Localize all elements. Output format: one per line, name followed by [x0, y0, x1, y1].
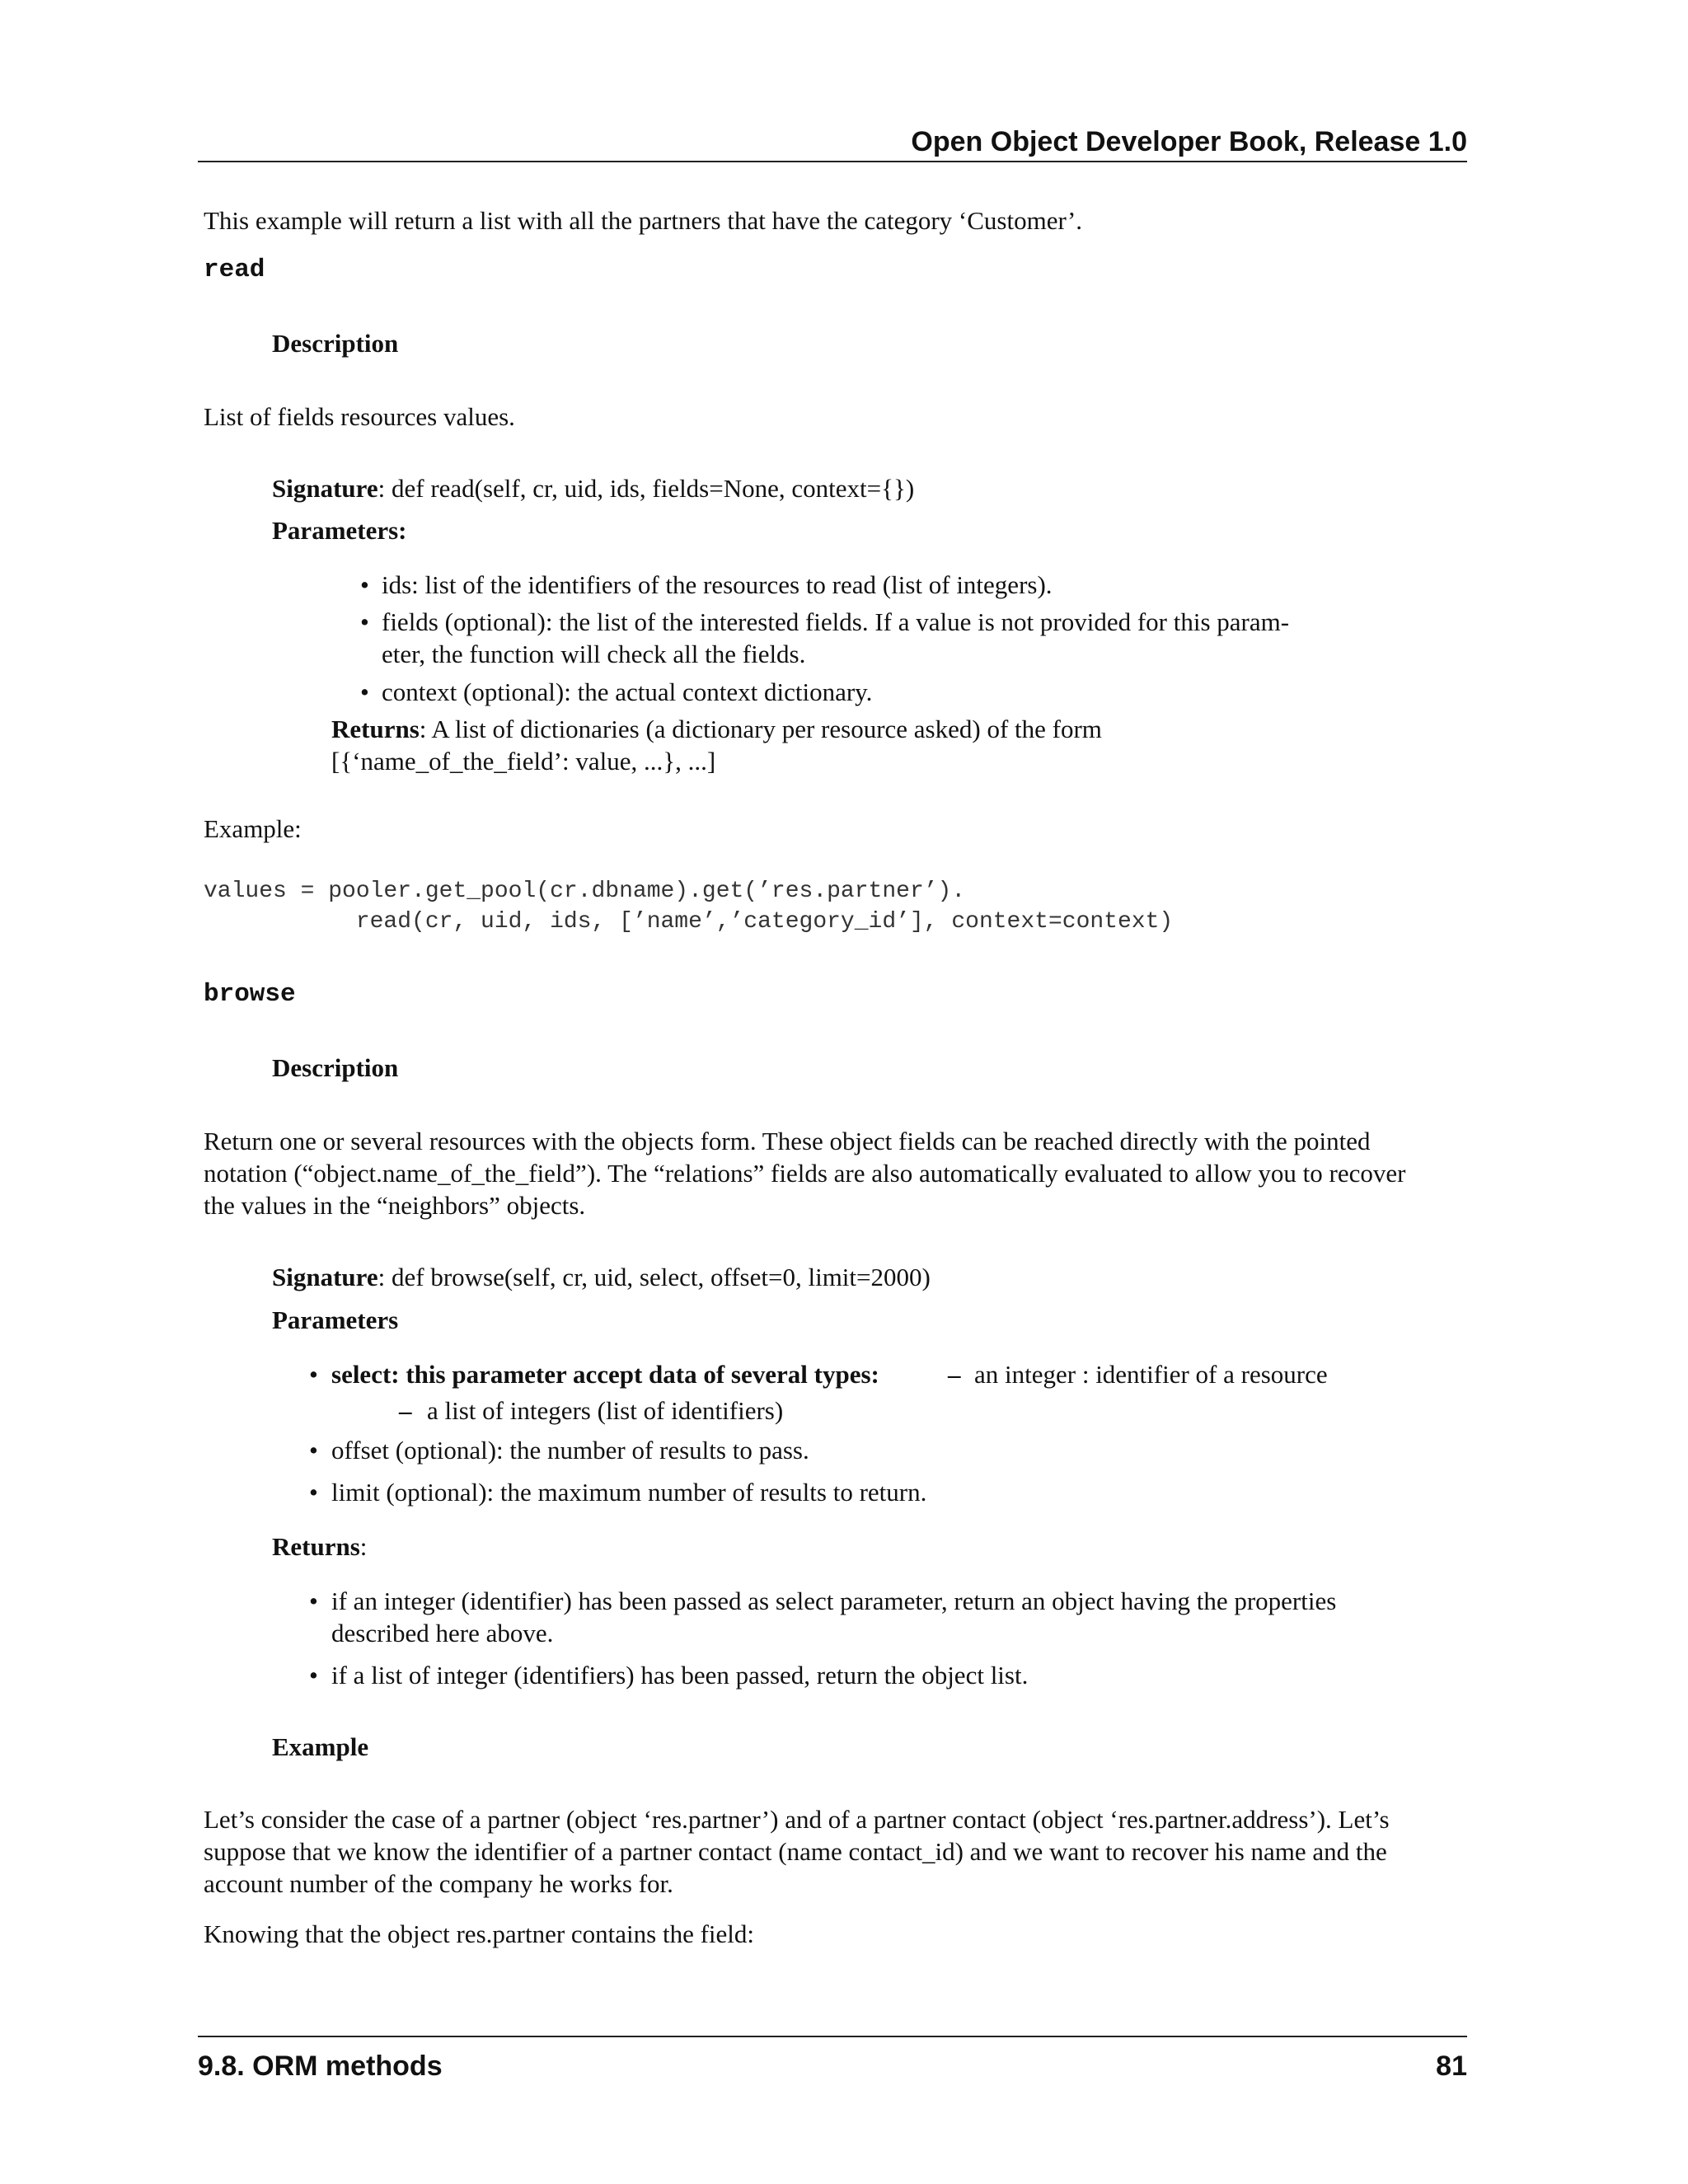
- browse-signature: [272, 1261, 931, 1294]
- bullet-icon: •: [309, 1586, 318, 1615]
- read-description: List of fields resources values.: [204, 402, 515, 431]
- browse-returns-item-1-cont: described here above.: [331, 1619, 554, 1647]
- dash-icon: –: [399, 1396, 412, 1425]
- read-returns-cont: [{‘name_of_the_field’: value, ...}, ...]: [331, 747, 716, 776]
- read-signature: [272, 472, 914, 505]
- bullet-icon: •: [360, 570, 369, 599]
- method-name-read: read: [204, 255, 265, 284]
- read-param-context: context (optional): the actual context dictionary.: [382, 677, 873, 706]
- browse-example-line-1: Let’s consider the case of a partner (object ‘res.partner’) and of a partner contact (object ‘res.partner.address’). Let’s: [204, 1805, 1390, 1834]
- browse-param-select: select: this parameter accept data of several types:: [331, 1360, 879, 1389]
- browse-returns-item-1: if an integer (identifier) has been passed as select parameter, return an object having the properties: [331, 1586, 1337, 1615]
- signature-text: : def browse(self, cr, uid, select, offset=0, limit=2000): [377, 1263, 931, 1291]
- read-code-line-1: values = pooler.get_pool(cr.dbname).get(’res.partner’).: [204, 879, 966, 904]
- bullet-icon: •: [309, 1360, 318, 1389]
- read-parameters-heading: Parameters:: [272, 516, 407, 545]
- browse-param-limit: limit (optional): the maximum number of results to return.: [331, 1478, 927, 1507]
- browse-returns-item-2: if a list of integer (identifiers) has been passed, return the object list.: [331, 1661, 1029, 1690]
- read-param-fields-cont: eter, the function will check all the fields.: [382, 640, 806, 668]
- bullet-icon: •: [309, 1436, 318, 1465]
- bullet-icon: •: [360, 607, 369, 636]
- returns-text: : A list of dictionaries (a dictionary per resource asked) of the form: [419, 715, 1102, 743]
- footer-section: 9.8. ORM methods: [198, 2050, 443, 2082]
- browse-description-line-1: Return one or several resources with the objects form. These object fields can be reached directly with the pointed: [204, 1127, 1371, 1155]
- browse-select-option-2: a list of integers (list of identifiers): [427, 1396, 784, 1425]
- browse-select-option-1: an integer : identifier of a resource: [974, 1360, 1328, 1389]
- signature-text: : def read(self, cr, uid, ids, fields=None, context={}): [377, 474, 915, 503]
- browse-description-line-2: notation (“object.name_of_the_field”). The “relations” fields are also automatically evaluated to allow you to recover: [204, 1159, 1406, 1188]
- browse-example-line-2: suppose that we know the identifier of a partner contact (name contact_id) and we want to recover his name and the: [204, 1837, 1387, 1866]
- bullet-icon: •: [360, 677, 369, 706]
- returns-colon: :: [359, 1532, 368, 1561]
- header-rule: [198, 161, 1467, 162]
- browse-description-line-3: the values in the “neighbors” objects.: [204, 1191, 586, 1220]
- signature-label: Signature: [272, 1263, 378, 1291]
- returns-label: Returns: [272, 1532, 360, 1561]
- browse-example-heading: Example: [272, 1732, 369, 1761]
- read-example-label: Example:: [204, 814, 302, 843]
- dash-icon: –: [948, 1360, 961, 1389]
- read-param-ids: ids: list of the identifiers of the resources to read (list of integers).: [382, 570, 1053, 599]
- browse-param-offset: offset (optional): the number of results to pass.: [331, 1436, 809, 1465]
- intro-paragraph: This example will return a list with all the partners that have the category ‘Customer’.: [204, 206, 1083, 235]
- footer-rule: [198, 2036, 1467, 2037]
- bullet-icon: •: [309, 1661, 318, 1690]
- running-header: Open Object Developer Book, Release 1.0: [911, 126, 1467, 157]
- read-code-line-2: read(cr, uid, ids, [’name’,’category_id’], context=context): [204, 909, 1174, 935]
- read-param-fields: fields (optional): the list of the interested fields. If a value is not provided for this param-: [382, 607, 1290, 636]
- browse-returns: [272, 1530, 367, 1563]
- page-number: 81: [1436, 2050, 1467, 2082]
- read-description-heading: Description: [272, 329, 399, 358]
- browse-example-line-3: account number of the company he works for.: [204, 1869, 673, 1898]
- returns-label: Returns: [331, 715, 420, 743]
- browse-closing-sentence: Knowing that the object res.partner contains the field:: [204, 1919, 755, 1948]
- signature-label: Signature: [272, 474, 378, 503]
- browse-parameters-heading: Parameters: [272, 1305, 399, 1334]
- bullet-icon: •: [309, 1478, 318, 1507]
- method-name-browse: browse: [204, 980, 296, 1009]
- read-returns: [331, 713, 1102, 746]
- browse-description-heading: Description: [272, 1053, 399, 1082]
